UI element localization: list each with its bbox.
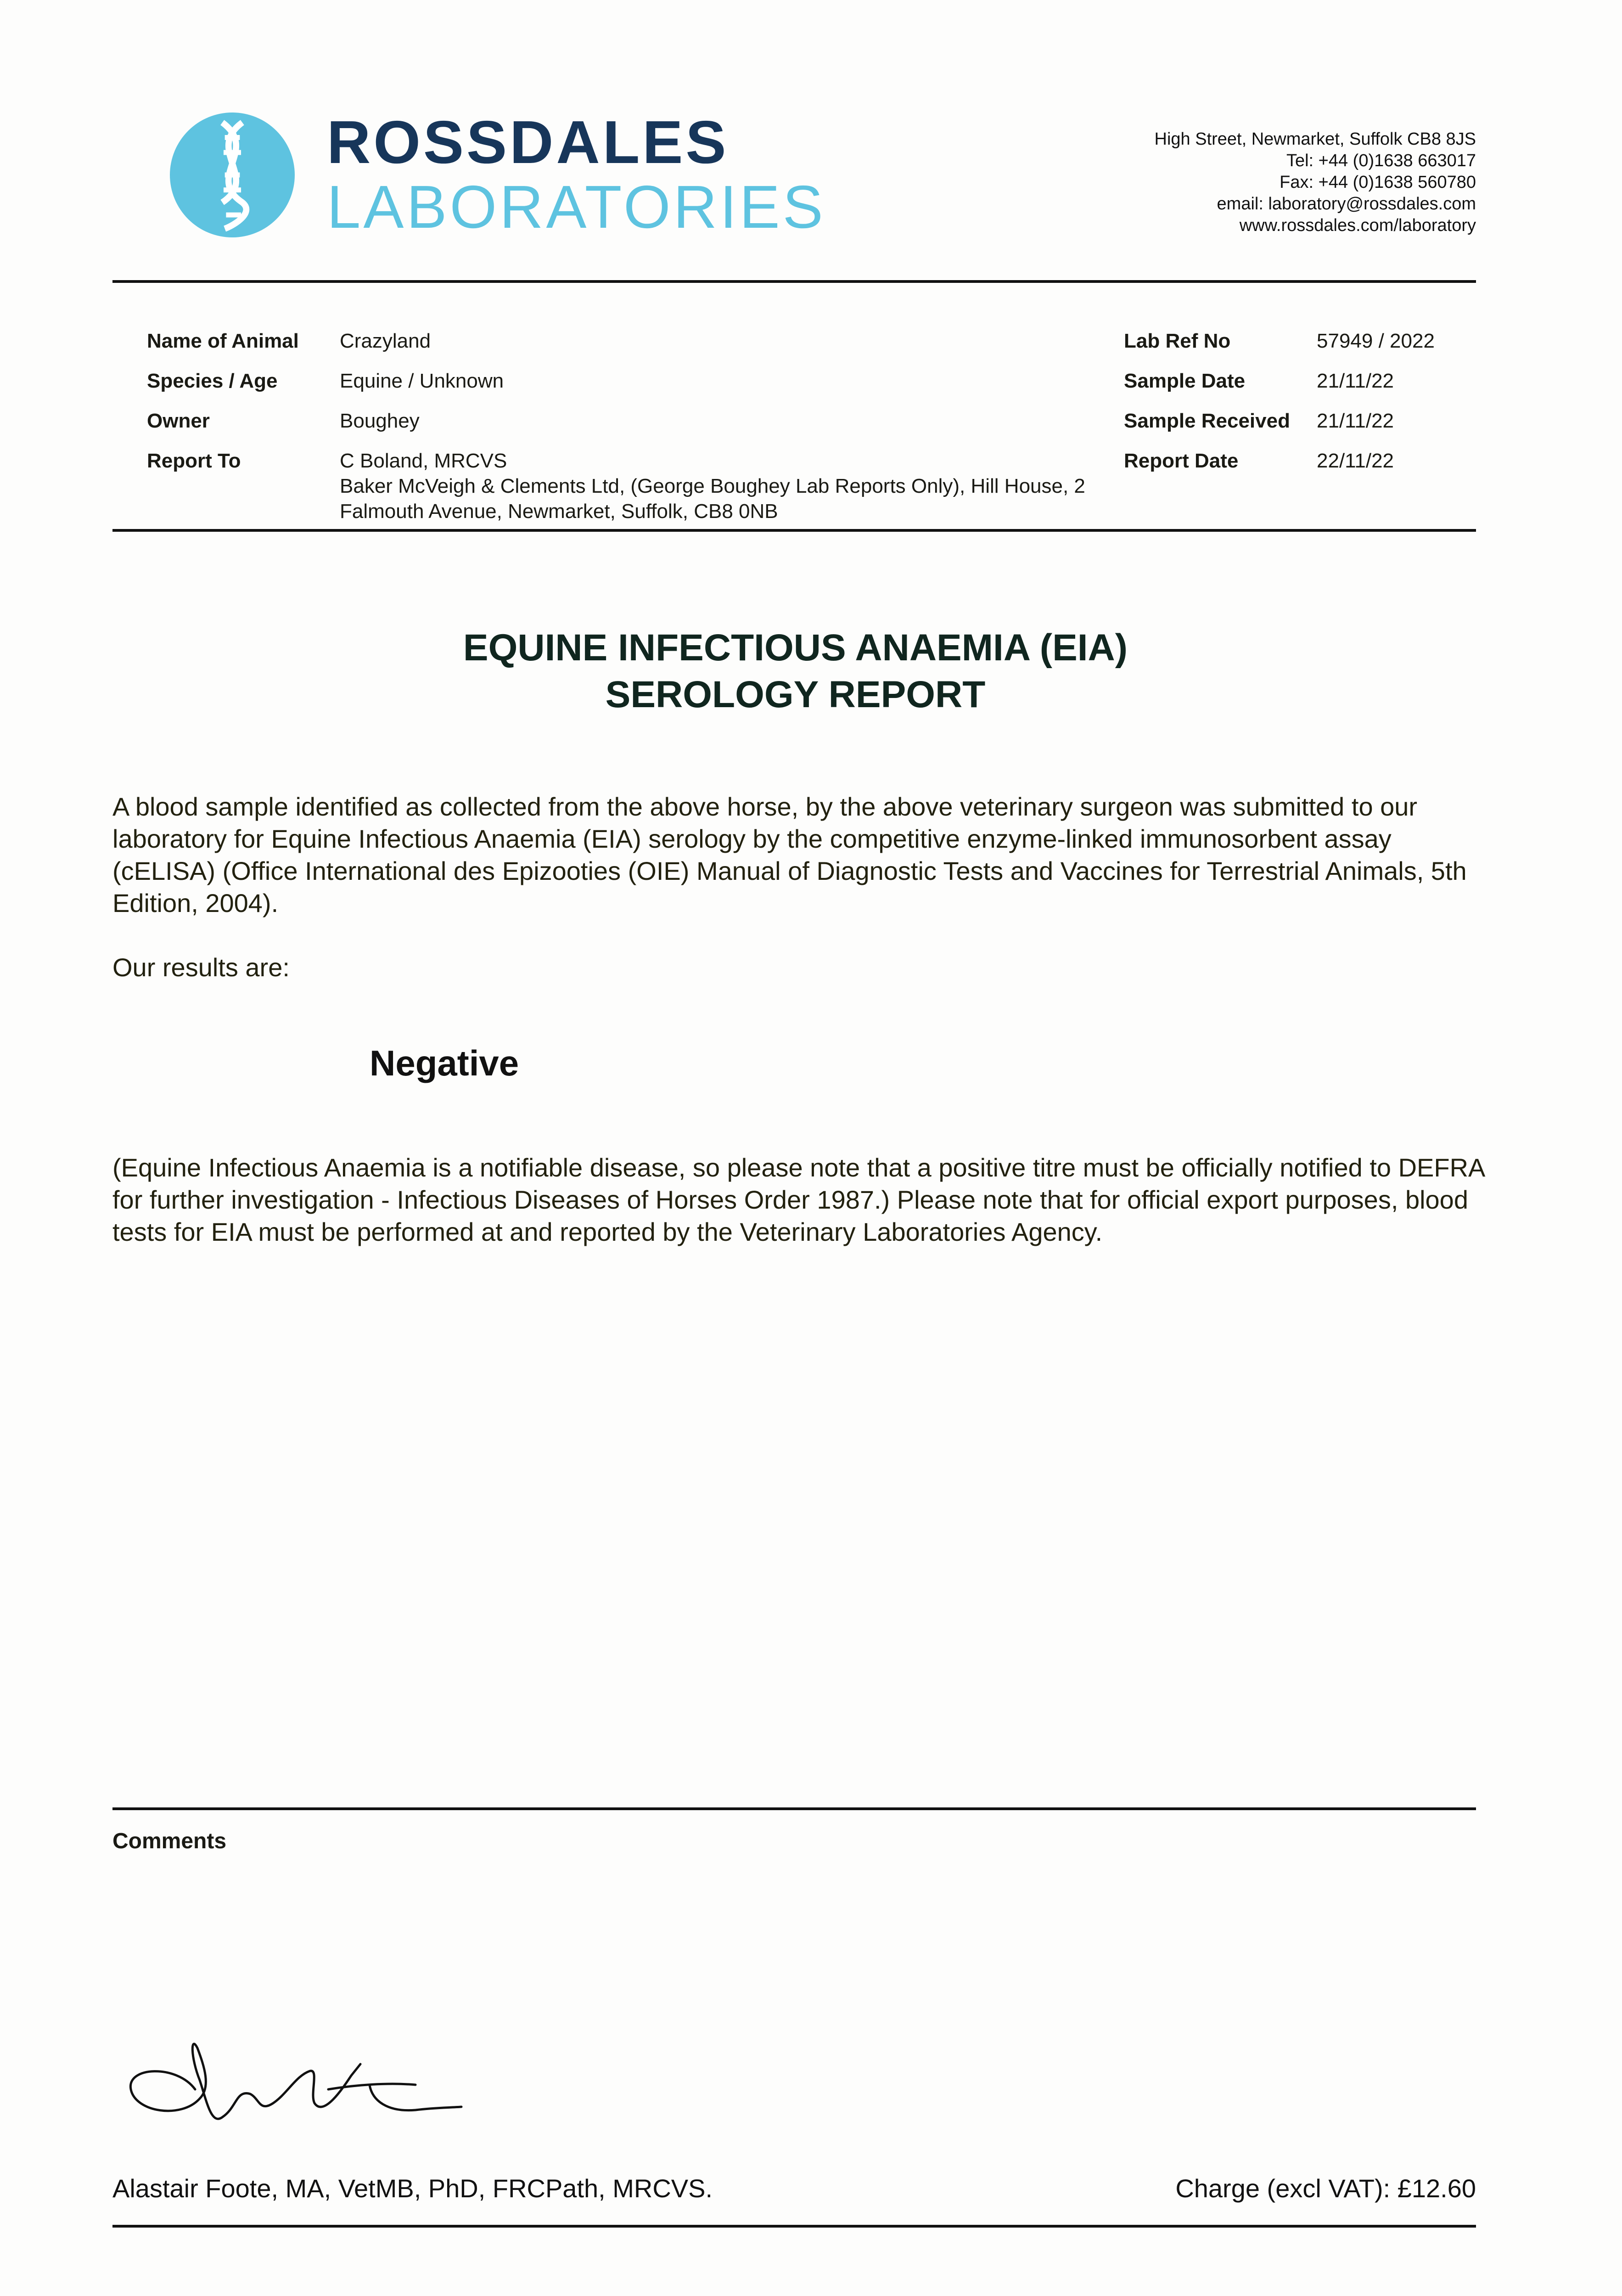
sample-date-value: 21/11/22 <box>1317 370 1394 392</box>
contact-block <box>1155 129 1476 236</box>
owner-value: Boughey <box>340 410 420 432</box>
report-to-line-2: Baker McVeigh & Clements Ltd, (George Boughey Lab Reports Only), Hill House, 2 <box>340 475 1085 497</box>
report-title-line-2: SEROLOGY REPORT <box>605 674 986 715</box>
address: High Street, Newmarket, Suffolk CB8 8JS <box>1154 129 1476 149</box>
lab-ref-value: 57949 / 2022 <box>1317 330 1435 352</box>
report-to-line-1: C Boland, MRCVS <box>340 450 507 472</box>
dna-helix-icon <box>170 113 295 237</box>
sample-received-label: Sample Received <box>1124 410 1290 432</box>
email: email: laboratory@rossdales.com <box>1217 194 1476 214</box>
species-age-value: Equine / Unknown <box>340 370 504 392</box>
info-divider <box>112 529 1476 532</box>
report-title <box>0 625 1591 718</box>
brand-subtitle: LABORATORIES <box>327 173 826 241</box>
sample-received-value: 21/11/22 <box>1317 410 1394 432</box>
owner-label: Owner <box>147 410 210 432</box>
test-result: Negative <box>370 1043 519 1083</box>
brand-name: ROSSDALES <box>327 108 729 176</box>
intro-paragraph: A blood sample identified as collected from the above horse, by the above veterinary surgeon was submitted to our laboratory for Equine Infectious Anaemia (EIA) serology by the competitive enzyme-linked immunosorbent assay (cELISA) (Office International des Epizooties (OIE) Manual of Diagnostic Tests and Vaccines for Terrestrial Animals, 5th Edition, 2004). <box>112 792 1467 917</box>
charge-amount: Charge (excl VAT): £12.60 <box>1175 2174 1476 2203</box>
signature-image <box>112 2020 471 2140</box>
notifiable-note: (Equine Infectious Anaemia is a notifiable disease, so please note that a positive titre must be officially notified to DEFRA for further investigation - Infectious Diseases of Horses Order 1987.) Please note that for official export purposes, blood tests for EIA must be performed at and reported by the Veterinary Laboratories Agency. <box>112 1153 1484 1246</box>
comments-divider <box>112 1807 1476 1810</box>
results-intro: Our results are: <box>112 953 290 982</box>
report-to-label: Report To <box>147 450 241 472</box>
name-of-animal-label: Name of Animal <box>147 330 299 352</box>
signer-name: Alastair Foote, MA, VetMB, PhD, FRCPath, MRCVS. <box>112 2174 713 2203</box>
website: www.rossdales.com/laboratory <box>1239 216 1476 235</box>
header-divider <box>112 280 1476 283</box>
report-date-value: 22/11/22 <box>1317 450 1394 472</box>
report-to-line-3: Falmouth Avenue, Newmarket, Suffolk, CB8 0NB <box>340 500 778 523</box>
telephone: Tel: +44 (0)1638 663017 <box>1286 151 1476 170</box>
comments-label: Comments <box>112 1829 227 1853</box>
report-date-label: Report Date <box>1124 450 1239 472</box>
lab-ref-label: Lab Ref No <box>1124 330 1231 352</box>
footer-divider <box>112 2225 1476 2228</box>
sample-date-label: Sample Date <box>1124 370 1246 392</box>
report-title-line-1: EQUINE INFECTIOUS ANAEMIA (EIA) <box>463 627 1128 669</box>
name-of-animal-value: Crazyland <box>340 330 431 352</box>
fax: Fax: +44 (0)1638 560780 <box>1280 173 1476 192</box>
species-age-label: Species / Age <box>147 370 278 392</box>
